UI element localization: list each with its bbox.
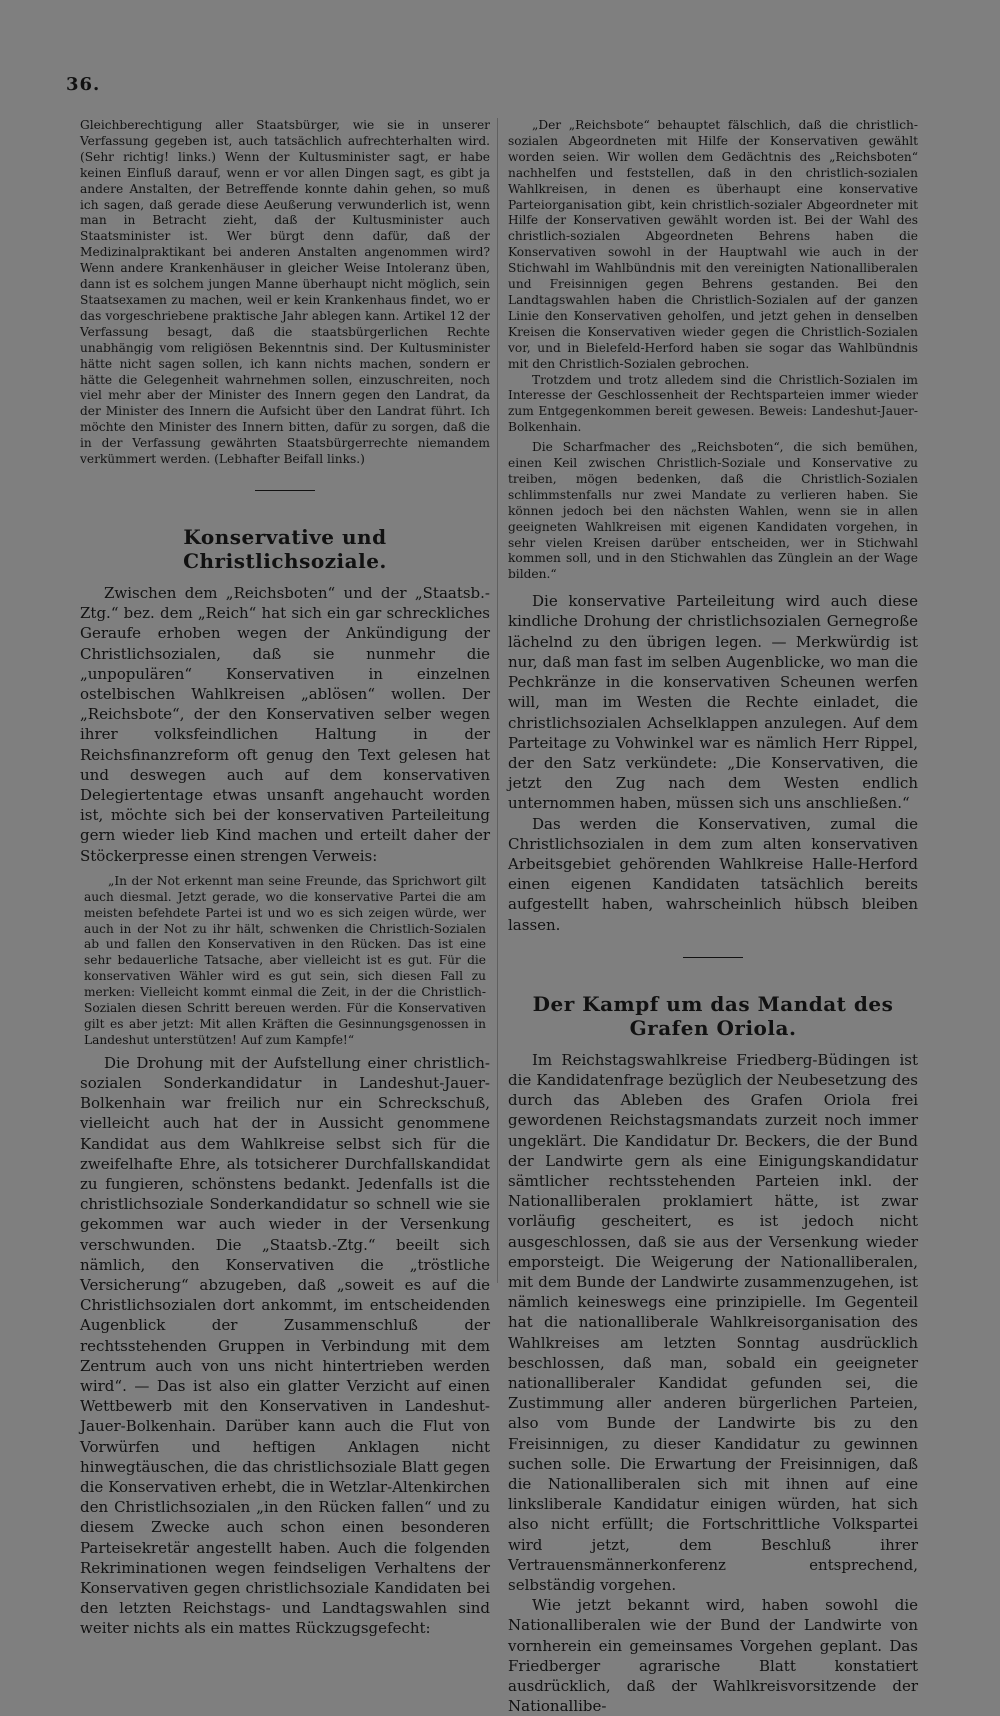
quote-staatsb-2: Trotzdem und trotz alledem sind die Christlich-Sozialen im Interesse der Geschlossenheit der Rechtsparteien immer wieder zum Entgegenkommen bereit gewesen. Beweis: Landeshut-Jauer-Bolkenhain. [508,372,918,435]
paragraph-left-3: Die Drohung mit der Aufstellung einer christlich-sozialen Sonderkandidatur in Landeshut-Jauer-Bolkenhain war freilich nur ein Schreckschuß, vielleicht auch hat der in Aussicht genommene Kandidat aus dem Wahlkreise selbst sich für die zweifelhafte Ehre, als totsicherer Durchfallskandidat zu fungieren, schönstens bedankt. Jedenfalls ist die christlichsoziale Sonderkandidatur so schnell wie sie gekommen war auch wieder in der Versenkung verschwunden. Die „Staatsb.-Ztg.“ beeilt sich nämlich, den Konservativen die „tröstliche Versicherung“ abzugeben, daß „soweit es auf die Christlichsozialen dort ankommt, im entscheidenden Augenblick der Zusammenschluß der rechtsstehenden Gruppen in Verbindung mit dem Zentrum auch von uns nicht hintertrieben werden wird“. — Das ist also ein glatter Verzicht auf einen Wettbewerb mit den Konservativen in Landeshut-Jauer-Bolkenhain. Darüber kann auch die Flut von Vorwürfen und heftigen Anklagen nicht hinwegtäuschen, die das christlichsoziale Blatt gegen die Konservativen erhebt, die in Wetzlar-Altenkirchen den Christlichsozialen „in den Rücken fallen“ und zu diesem Zwecke auch schon einen besonderen Parteisekretär angestellt haben. Auch die folgenden Rekriminationen wegen feindseligen Verhaltens der Konservativen gegen christlichsoziale Kandidaten bei den letzten Reichstags- und Landtagswahlen sind weiter nichts als ein mattes Rückzugsgefecht: [80,1053,490,1638]
paragraph-right-2: Das werden die Konservativen, zumal die Christlichsozialen in dem zum alten konservativen Arbeitsgebiet gehörenden Wahlkreise Halle-Herford einen eigenen Kandidaten tatsächlich bereits aufgestellt haben, wahrscheinlich hübsch bleiben lassen. [508,814,918,934]
spacer [80,866,490,874]
right-column [508,118,918,1716]
quote-staatsb-3: Die Scharfmacher des „Reichsboten“, die sich bemühen, einen Keil zwischen Christlich-Soziale und Konservative zu treiben, mögen bedenken, daß die Christlich-Sozialen schlimmstenfalls nur zwei Mandate zu verlieren haben. Sie können jedoch bei den nächsten Wahlen, wenn sie in allen geeigneten Wahlkreisen mit eigenen Kandidaten vorgehen, in sehr vielen Kreisen darüber entscheiden, wer in Stichwahl kommen soll, und in den Stichwahlen das Zünglein an der Wage bilden.“ [508,440,918,582]
paragraph-left-2: Zwischen dem „Reichsboten“ und der „Staatsb.-Ztg.“ bez. dem „Reich“ hat sich ein gar schreckliches Geraufe erhoben wegen der Ankündigung der Christlichsozialen, daß sie nunmehr die „unpopulären“ Konservativen in einzelnen ostelbischen Wahlkreisen „ablösen“ wollen. Der „Reichsbote“, der den Konservativen selber wegen ihrer volksfeindlichen Haltung in der Reichsfinanzreform oft genug den Text gelesen hat und deswegen auch auf dem konservativen Delegiertentage etwas unsanft angehaucht worden ist, möchte sich bei der konservativen Parteileitung gern wieder lieb Kind machen und erteilt daher der Stöckerpresse einen strengen Verweis: [80,583,490,865]
headline-oriola: Der Kampf um das Mandat des Grafen Oriola. [532,991,894,1040]
paragraph-right-1: Die konservative Parteileitung wird auch diese kindliche Drohung der christlichsozialen Gernegroße lächelnd zu den übrigen legen. — Merkwürdig ist nur, daß man fast im selben Augenblicke, wo man die Pechkränze in die konservativen Scheunen werfen will, man im Westen die Rechte einladet, die christlichsozialen Achselklappen anzulegen. Auf dem Parteitage zu Vohwinkel war es nämlich Herr Rippel, der den Satz verkündete: „Die Konservativen, die jetzt den Zug nach dem Westen endlich unternommen haben, müssen sich uns anschließen.“ [508,592,918,813]
paragraph-right-4: Wie jetzt bekannt wird, haben sowohl die Nationalliberalen wie der Bund der Landwirte von vornherein ein gemeinsames Vorgehen geplant. Das Friedberger agrarische Blatt konstatiert ausdrücklich, daß der Wahlkreisvorsitzende der Nationallibe- [508,1596,918,1716]
page-number: 36. [66,74,101,95]
headline-konservative: Konservative und Christlichsoziale. [183,524,387,573]
paragraph-right-3: Im Reichstagswahlkreise Friedberg-Büdingen ist die Kandidatenfrage bezüglich der Neubesetzung des durch das Ableben des Grafen Oriola frei gewordenen Reichstagsmandats zurzeit noch immer ungeklärt. Die Kandidatur Dr. Beckers, die der Bund der Landwirte gern als eine Einigungskandidatur sämtlicher rechtsstehenden Parteien inkl. der Nationalliberalen proklamiert hätte, ist zwar vorläufig gescheitert, es ist jedoch nicht ausgeschlossen, daß sie aus der Versenkung wieder emporsteigt. Die Weigerung der Nationalliberalen, mit dem Bunde der Landwirte zusammenzugehen, ist nämlich keineswegs eine prinzipielle. Im Gegenteil hat die nationalliberale Wahlkreisorganisation des Wahlkreises am letzten Sonntag ausdrücklich beschlossen, daß man, sobald ein geeigneter nationalliberaler Kandidat gefunden sei, die Zustimmung aller anderen bürgerlichen Parteien, also vom Bunde der Landwirte bis zu den Freisinnigen, zu dieser Kandidatur zu gewinnen suchen solle. Die Erwartung der Freisinnigen, daß die Nationalliberalen sich mit ihnen auf eine linksliberale Kandidatur einigen würden, hat sich also nicht erfüllt; die Fortschrittliche Volkspartei wird jetzt, dem Beschluß ihrer Vertrauensmännerkonferenz entsprechend, selbständig vorgehen. [508,1050,918,1595]
left-column [80,118,490,1639]
section-divider [255,490,315,491]
paragraph-left-1: Gleichberechtigung aller Staatsbürger, wie sie in unserer Verfassung gegeben ist, auch tatsächlich aufrechterhalten wird. (Sehr richtig! links.) Wenn der Kultusminister sagt, er habe keinen Einfluß darauf, wenn er vor allen Dingen sagt, es gibt ja andere Anstalten, der Betreffende konnte dahin gehen, so muß ich sagen, daß gerade diese Aeußerung verwunderlich ist, wenn man in Betracht zieht, daß der Kultusminister auch Staatsminister ist. Wer bürgt denn dafür, daß der Medizinalpraktikant bei anderen Anstalten angenommen wird? Wenn andere Krankenhäuser in gleicher Weise Intoleranz üben, dann ist es solchem jungen Manne überhaupt nicht möglich, sein Staatsexamen zu machen, weil er kein Krankenhaus findet, wo er das vorgeschriebene praktische Jahr ablegen kann. Artikel 12 der Verfassung besagt, daß die staatsbürgerlichen Rechte unabhängig vom religiösen Bekenntnis sind. Der Kultusminister hätte nicht sagen sollen, ich kann nichts machen, sondern er hätte die Gelegenheit wahrnehmen sollen, einzuschreiten, noch viel mehr aber der Minister des Innern gegen den Landrat, da der Minister des Innern die Aufsicht über den Landrat führt. Ich möchte den Minister des Innern bitten, dafür zu sorgen, daß die in der Verfassung gewährten Staatsbürgerrechte niemandem verkümmert werden. (Lebhafter Beifall links.) [80,118,490,467]
quote-staatsb-1: „Der „Reichsbote“ behauptet fälschlich, daß die christlich-sozialen Abgeordneten mit Hilfe der Konservativen gewählt worden seien. Wir wollen dem Gedächtnis des „Reichsboten“ nachhelfen und feststellen, daß in den christlich-sozialen Wahlkreisen, in denen es überhaupt eine konservative Parteiorganisation gibt, kein christlich-sozialer Abgeordneter mit Hilfe der Konservativen gewählt worden ist. Bei der Wahl des christlich-sozialen Abgeordneten Behrens haben die Konservativen sowohl in der Hauptwahl wie auch in der Stichwahl im Wahlbündnis mit den vereinigten Nationalliberalen und Freisinnigen gegen Behrens gestanden. Bei den Landtagswahlen haben die Christlich-Sozialen auf der ganzen Linie den Konservativen geholfen, und jetzt gehen in denselben Kreisen die Konservativen wieder gegen die Christlich-Sozialen vor, und in Bielefeld-Herford haben sie sogar das Wahlbündnis mit den Christlich-Sozialen gebrochen. [508,118,918,371]
column-rule [497,118,498,1283]
spacer [508,583,918,591]
quote-reichsbote: „In der Not erkennt man seine Freunde, das Sprichwort gilt auch diesmal. Jetzt gerade, wo die konservative Partei die am meisten befehdete Partei ist und wo es sich zeigen würde, wer auch in der Not zu ihr hält, schwenken die Christlich-Sozialen ab und fallen den Konservativen in den Rücken. Das ist eine sehr bedauerliche Tatsache, aber vielleicht ist es gut. Für die konservativen Wähler wird es gut sein, sich diesen Fall zu merken: Vielleicht kommt einmal die Zeit, in der die Christlich-Sozialen diesen Schritt bereuen werden. Für die Konservativen gilt es aber jetzt: Mit allen Kräften die Gesinnungsgenossen in Landeshut unterstützen! Auf zum Kampfe!“ [84,873,486,1047]
section-divider [683,957,743,958]
